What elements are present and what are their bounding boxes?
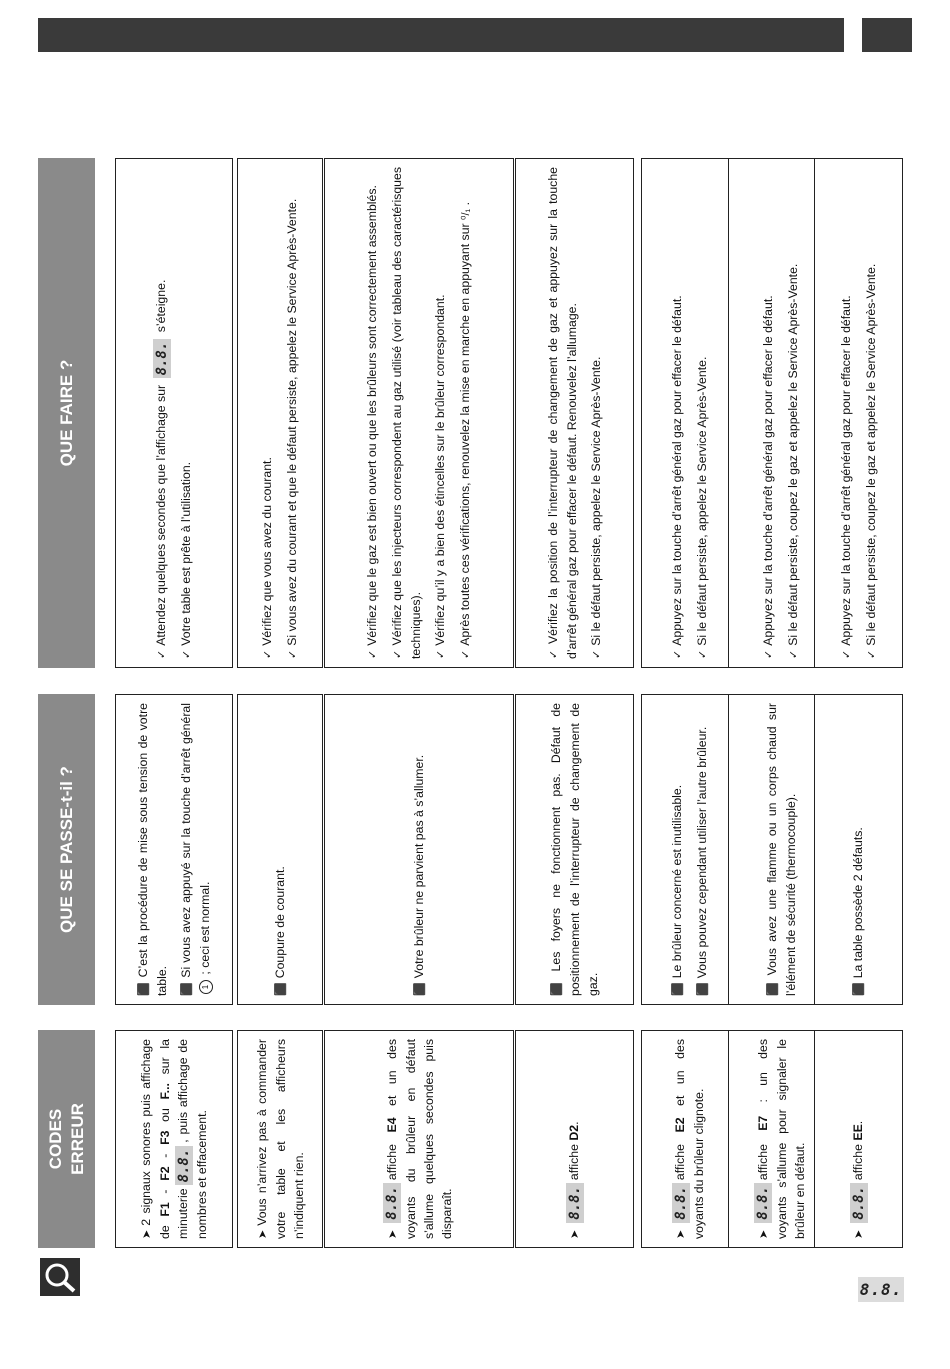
row7-passe: ⬛La table possède 2 défauts.	[814, 694, 903, 1005]
segment-display-icon: 8.8.	[850, 1183, 868, 1223]
row2-code: ➤Vous n’arrivez pas à commander votre table et les afficheurs n’indiquent rien.	[237, 1030, 323, 1248]
segment-display-icon: 8.8.	[672, 1183, 690, 1223]
row2-faire: ✓Vérifiez que vous avez du courant. ✓Si vous avez du courant et que le défaut persiste, appelez le Service Après-Vente.	[237, 158, 323, 668]
segment-display-icon: 8.8.	[383, 1183, 401, 1223]
segment-display-icon: 8.8.	[153, 339, 171, 379]
row5-passe: ⬛Le brûleur concerné est inutilisable. ⬛Vous pouvez cependant utiliser l’autre brûleur.	[641, 694, 738, 1005]
segment-display-icon: 8.8.	[175, 1146, 193, 1186]
row6-faire: ✓Appuyez sur la touche d’arrêt général gaz pour effacer le défaut. ✓Si le défaut persiste, coupez le gaz et appelez le Service Après-Vente.	[728, 158, 834, 668]
onoff-key-icon: ⁰/₁	[459, 208, 472, 220]
row3-faire: ✓Vérifiez que le gaz est bien ouvert ou que les brûleurs sont correctement assemblés. ✓Vérifiez que les injecteurs correspondent au gaz utilisé (voir tableau des caractérisques techniques). ✓Vérifiez qu’il y a bien des étincelles sur le brûleur correspondant. ✓Après toutes ces vérifications, renouvelez la mise en marche en appuyant sur ⁰/₁ .	[324, 158, 514, 668]
row6-code: ➤8.8.affiche E7 : un des voyants s’allume pour signaler le brûleur en défaut.	[728, 1030, 834, 1248]
row5-code: ➤8.8.affiche E2 et un des voyants du brûleur clignote.	[641, 1030, 738, 1248]
row7-code: ➤8.8.affiche EE.	[814, 1030, 903, 1248]
row2-passe: ⬛Coupure de courant.	[237, 694, 323, 1005]
row4-code: ➤8.8.affiche D2.	[515, 1030, 634, 1248]
row4-faire: ✓Vérifiez la position de l’interrupteur de changement de gaz et appuyez sur la touche d’arrêt général gaz pour effacer le défaut. Renouvelez l’allumage. ✓Si le défaut persiste, appelez le Service Après-Vente.	[515, 158, 634, 668]
troubleshooting-table	[38, 156, 908, 1248]
row3-code: ➤8.8.affiche E4 et un des voyants du brûleur en défaut s’allume quelques secondes puis disparaît.	[324, 1030, 514, 1248]
row1-passe: ⬛C’est la procédure de mise sous tension de votre table. ⬛Si vous avez appuyé sur la touche d’arrêt général 1 ; ceci est normal.	[115, 694, 233, 1005]
segment-display-icon: 8.8.	[566, 1183, 584, 1223]
power-button-icon: 1	[199, 980, 213, 994]
top-header-box	[862, 18, 912, 52]
row1-code: ➤2 signaux sonores puis affichage de F1 - F2 - F3 ou F... sur la minuterie8.8., puis affichage de nombres et effacement.	[115, 1030, 233, 1248]
header-codes: CODES ERREUR	[38, 1030, 95, 1248]
header-faire: QUE FAIRE ?	[38, 158, 95, 668]
page-number: 8.8.	[858, 1277, 904, 1302]
top-header-bar	[38, 18, 844, 52]
row1-faire: ✓Attendez quelques secondes que l’affichage sur 8.8. s’éteigne. ✓Votre table est prête à l’utilisation.	[115, 158, 233, 668]
row5-faire: ✓Appuyez sur la touche d’arrêt général gaz pour effacer le défaut. ✓Si le défaut persiste, appelez le Service Après-Vente.	[641, 158, 738, 668]
header-passe: QUE SE PASSE-t-il ?	[38, 694, 95, 1005]
row6-passe: ⬛Vous avez une flamme ou un corps chaud sur l’élément de sécurité (thermocouple).	[728, 694, 834, 1005]
magnifier-icon	[40, 1258, 80, 1296]
row4-passe: ⬛Les foyers ne fonctionnent pas. Défaut de positionnement de l’interrupteur de changement de gaz.	[515, 694, 634, 1005]
row7-faire: ✓Appuyez sur la touche d’arrêt général gaz pour effacer le défaut. ✓Si le défaut persiste, coupez le gaz et appelez le Service Après-Vente.	[814, 158, 903, 668]
row3-passe: ⬛Votre brûleur ne parvient pas à s’allumer.	[324, 694, 514, 1005]
segment-display-icon: 8.8.	[754, 1183, 772, 1223]
